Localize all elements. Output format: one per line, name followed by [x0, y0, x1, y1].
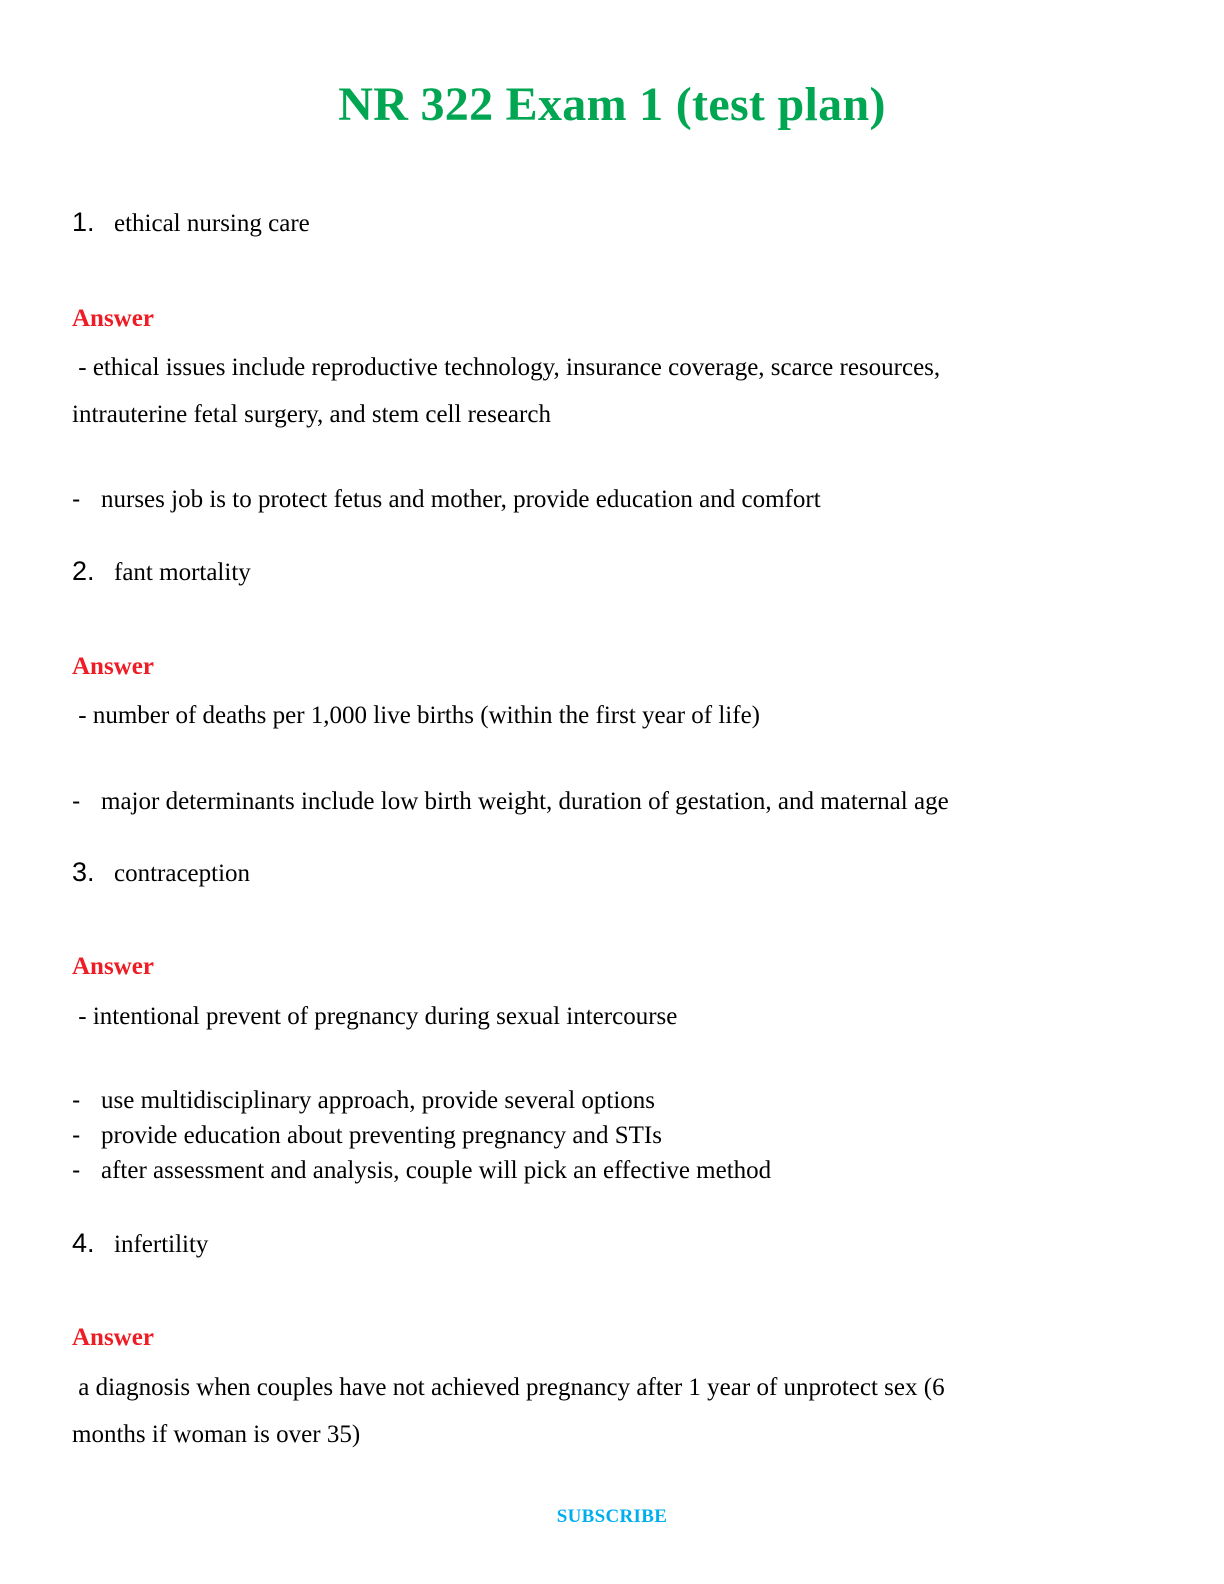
question-3: [72, 856, 250, 890]
bullet-text: use multidisciplinary approach, provide several options: [101, 1087, 656, 1114]
answer-text: [72, 344, 1072, 438]
answer-text: [72, 1364, 1072, 1458]
answer-line: - ethical issues include reproductive technology, insurance coverage, scarce resources,: [72, 354, 941, 381]
answer-line: - intentional prevent of pregnancy during sexual intercourse: [72, 1003, 678, 1030]
question-topic: infertility: [114, 1231, 209, 1258]
question-1: [72, 206, 310, 240]
answer-line: months if woman is over 35): [72, 1421, 361, 1448]
bullet-text: after assessment and analysis, couple will pick an effective method: [101, 1157, 772, 1184]
question-number: 4.: [72, 1228, 95, 1258]
bullet-item: [72, 1153, 771, 1188]
answer-line: - number of deaths per 1,000 live births (within the first year of life): [72, 702, 761, 729]
answer-text: [72, 692, 1072, 739]
question-topic: ethical nursing care: [114, 210, 310, 237]
bullet-text: major determinants include low birth weight, duration of gestation, and maternal age: [101, 788, 949, 815]
answer-label: Answer: [72, 953, 154, 980]
dash-bullet-icon: -: [72, 1086, 81, 1114]
bullet-item: [72, 784, 949, 819]
answer-line: a diagnosis when couples have not achieved pregnancy after 1 year of unprotect sex (6: [72, 1374, 945, 1401]
answer-label: Answer: [72, 653, 154, 680]
bullet-text: nurses job is to protect fetus and mother, provide education and comfort: [101, 486, 821, 513]
dash-bullet-icon: -: [72, 1121, 81, 1149]
answer-label: Answer: [72, 305, 154, 332]
subscribe-link[interactable]: SUBSCRIBE: [556, 1506, 668, 1527]
bullet-item: [72, 482, 821, 517]
question-number: 3.: [72, 857, 95, 887]
bullet-item: [72, 1083, 655, 1118]
dash-bullet-icon: -: [72, 485, 81, 513]
bullet-item: [72, 1118, 662, 1153]
answer-line: intrauterine fetal surgery, and stem cell research: [72, 401, 551, 428]
answer-label: Answer: [72, 1324, 154, 1351]
question-topic: contraception: [114, 860, 251, 887]
bullet-text: provide education about preventing pregnancy and STIs: [101, 1122, 662, 1149]
question-2: [72, 555, 251, 589]
question-number: 2.: [72, 556, 95, 586]
question-topic: fant mortality: [114, 559, 251, 586]
answer-text: [72, 993, 1072, 1040]
dash-bullet-icon: -: [72, 1156, 81, 1184]
question-4: [72, 1227, 208, 1261]
page-title: NR 322 Exam 1 (test plan): [338, 78, 886, 131]
dash-bullet-icon: -: [72, 787, 81, 815]
question-number: 1.: [72, 207, 95, 237]
